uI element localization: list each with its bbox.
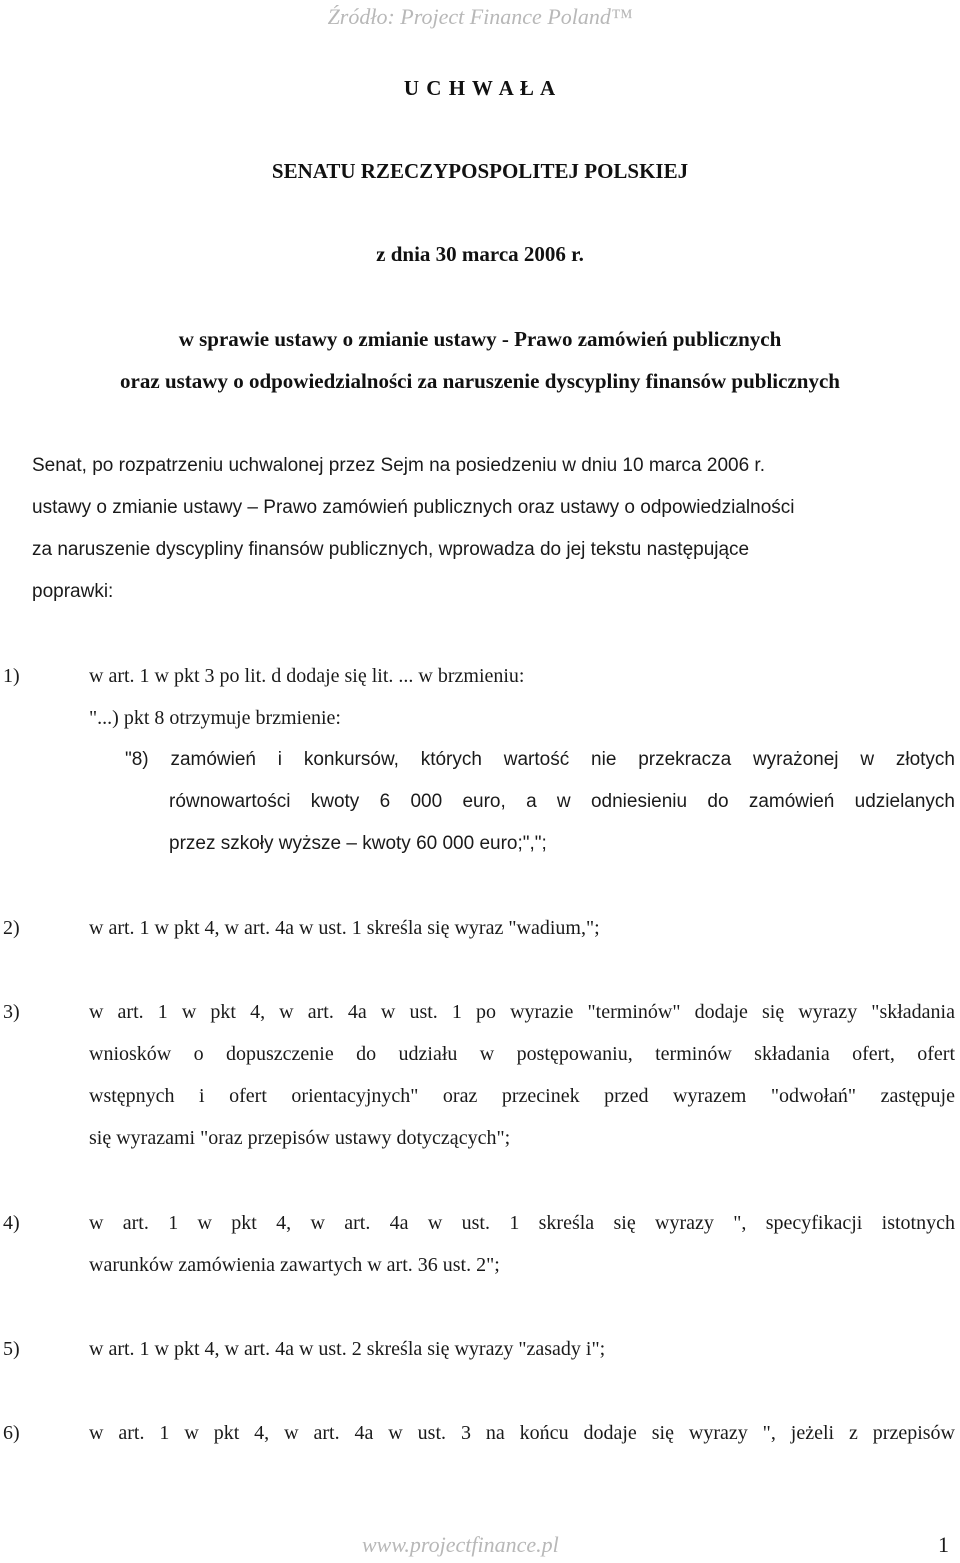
amendment-text-line: w art. 1 w pkt 4, w art. 4a w ust. 2 skreśla się wyrazy "zasady i"; <box>89 1338 606 1360</box>
amendment-number: 6) <box>3 1422 20 1444</box>
amendment-text-line: warunków zamówienia zawartych w art. 36 ust. 2"; <box>89 1254 500 1276</box>
amendment-text-line: się wyrazami "oraz przepisów ustawy dotyczących"; <box>89 1127 511 1149</box>
amendment-number: 1) <box>3 665 20 687</box>
amendment-number: 4) <box>3 1212 20 1234</box>
document-type-heading: U C H W A Ł A <box>403 76 557 100</box>
quoted-provision-line: równowartości kwoty 6 000 euro, a w odniesieniu do zamówień udzielanych <box>169 791 955 812</box>
amendment-text-line: w art. 1 w pkt 4, w art. 4a w ust. 1 skreśla się wyrazy ", specyfikacji istotnych <box>89 1212 955 1234</box>
amendment-number: 2) <box>3 917 20 939</box>
source-watermark-header: Źródło: Project Finance Poland™ <box>327 4 633 29</box>
intro-line: za naruszenie dyscypliny finansów publicznych, wprowadza do jej tekstu następujące <box>32 539 750 560</box>
amendment-text-line: w art. 1 w pkt 3 po lit. d dodaje się lit. ... w brzmieniu: <box>89 665 525 687</box>
amendment-text-line: w art. 1 w pkt 4, w art. 4a w ust. 3 na końcu dodaje się wyrazy ", jeżeli z przepisów <box>89 1422 955 1444</box>
amendment-number: 3) <box>3 1001 20 1023</box>
amendment-text-line: w art. 1 w pkt 4, w art. 4a w ust. 1 po wyrazie "terminów" dodaje się wyrazy "składania <box>89 1001 955 1023</box>
subject-line-1: w sprawie ustawy o zmianie ustawy - Prawo zamówień publicznych <box>178 327 782 351</box>
institution-heading: SENATU RZECZYPOSPOLITEJ POLSKIEJ <box>271 159 689 183</box>
amendment-text-line: wstępnych i ofert orientacyjnych" oraz przecinek przed wyrazem "odwołań" zastępuje <box>89 1085 955 1107</box>
footer-website-link[interactable]: www.projectfinance.pl <box>362 1532 559 1557</box>
amendment-text-line: "...) pkt 8 otrzymuje brzmienie: <box>89 707 341 729</box>
date-heading: z dnia 30 marca 2006 r. <box>376 242 584 266</box>
quoted-provision-line: przez szkoły wyższe – kwoty 60 000 euro;","; <box>169 833 547 854</box>
subject-line-2: oraz ustawy o odpowiedzialności za naruszenie dyscypliny finansów publicznych <box>120 369 840 393</box>
intro-line: ustawy o zmianie ustawy – Prawo zamówień publicznych oraz ustawy o odpowiedzialności <box>32 497 795 518</box>
quoted-provision-line: "8) zamówień i konkursów, których wartość nie przekracza wyrażonej w złotych <box>125 749 955 770</box>
amendment-number: 5) <box>3 1338 20 1360</box>
amendment-text-line: wniosków o dopuszczenie do udziału w postępowaniu, terminów składania ofert, ofert <box>89 1043 955 1065</box>
intro-line: poprawki: <box>32 581 114 602</box>
page-number: 1 <box>938 1532 949 1557</box>
amendment-text-line: w art. 1 w pkt 4, w art. 4a w ust. 1 skreśla się wyraz "wadium,"; <box>89 917 600 939</box>
intro-line: Senat, po rozpatrzeniu uchwalonej przez Sejm na posiedzeniu w dniu 10 marca 2006 r. <box>32 455 765 476</box>
